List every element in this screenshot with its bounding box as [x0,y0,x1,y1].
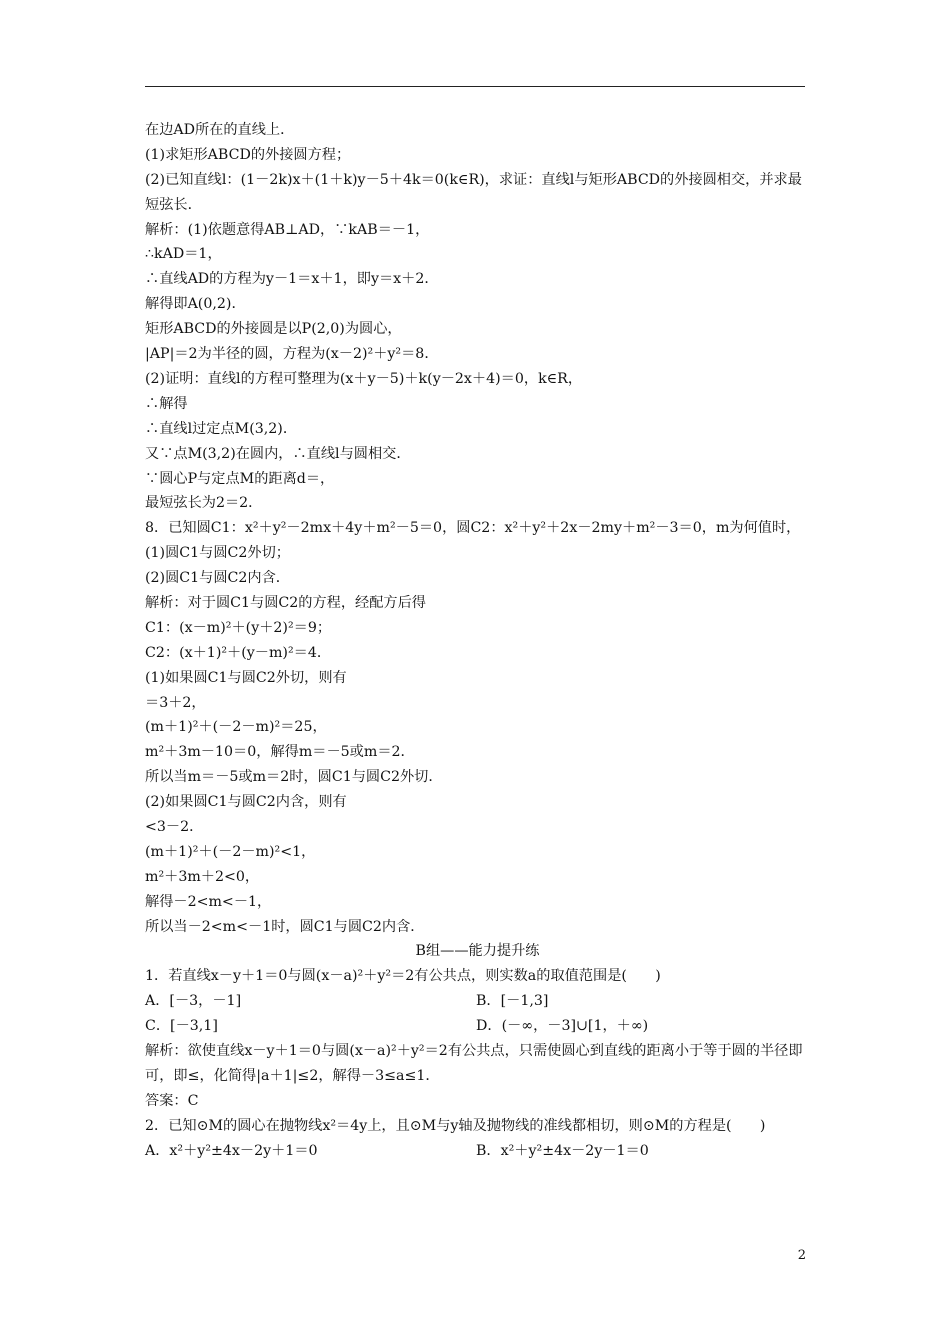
option-b: B．x²＋y²±4x－2y－1＝0 [476,1142,649,1159]
text-line: (1)圆C1与圆C2外切； [145,545,290,562]
text-line: 所以当m＝－5或m＝2时，圆C1与圆C2外切． [145,769,443,786]
text-line: 又∵点M(3,2)在圆内，∴直线l与圆相交． [145,445,411,462]
option-d: D．(－∞，－3]∪[1，＋∞) [476,1018,649,1035]
header-rule [145,86,805,87]
text-line: ∴解得 [145,395,188,412]
option-c: C．[－3,1] [145,1018,218,1035]
question-1-options-row-2 [145,1014,810,1039]
option-a: A．[－3，－1] [145,993,242,1010]
text-line: (2)圆C1与圆C2内含． [145,570,290,587]
question-2-stem: 2．已知⊙M的圆心在抛物线x²＝4y上，且⊙M与y轴及抛物线的准线都相切，则⊙M的方程是( ) [145,1117,766,1134]
question-1-analysis: 解析：欲使直线x－y＋1＝0与圆(x－a)²＋y²＝2有公共点，只需使圆心到直线的距离小于等于圆的半径即可，即≤，化简得|a＋1|≤2，解得－3≤a≤1． [145,1042,803,1084]
option-a: A．x²＋y²±4x－2y＋1＝0 [145,1142,318,1159]
text-line: |AP|＝2为半径的圆，方程为(x－2)²＋y²＝8． [145,346,439,363]
text-line: (1)如果圆C1与圆C2外切，则有 [145,669,347,686]
question-1-stem: 1．若直线x－y＋1＝0与圆(x－a)²＋y²＝2有公共点，则实数a的取值范围是( ) [145,968,661,985]
text-line: 所以当－2<m<－1时，圆C1与圆C2内含． [145,918,425,935]
text-line: (2)已知直线l：(1－2k)x＋(1＋k)y－5＋4k＝0(k∈R)，求证：直线l与矩形ABCD的外接圆相交，并求最短弦长． [145,171,802,213]
text-line: ∴直线l过定点M(3,2)． [145,420,298,437]
question-1-answer: 答案：C [145,1092,199,1109]
text-line: m²＋3m＋2<0， [145,868,260,885]
page-body [145,118,810,1163]
text-line: C1：(x－m)²＋(y＋2)²＝9； [145,619,332,636]
text-line: (1)求矩形ABCD的外接圆方程； [145,146,351,163]
section-b-title: B组——能力提升练 [415,943,540,960]
text-line: (m＋1)²＋(－2－m)²<1， [145,843,316,860]
text-line: (2)如果圆C1与圆C2内含，则有 [145,794,347,811]
text-line: <3－2． [145,818,204,835]
text-line: (2)证明：直线l的方程可整理为(x＋y－5)＋k(y－2x＋4)＝0，k∈R， [145,370,583,387]
text-line: 解析：对于圆C1与圆C2的方程，经配方后得 [145,594,426,611]
text-line: 解得－2<m<－1， [145,893,272,910]
question-8-stem: 8．已知圆C1：x²＋y²－2mx＋4y＋m²－5＝0，圆C2：x²＋y²＋2x－2my＋m²－3＝0，m为何值时， [145,520,801,537]
text-line: (m＋1)²＋(－2－m)²＝25， [145,719,327,736]
text-line: 解析：(1)依题意得AB⊥AD，∵kAB＝－1， [145,221,430,238]
text-line: ∴kAD＝1， [145,246,222,263]
option-b: B．[－1,3] [476,993,549,1010]
text-line: ＝3＋2， [145,694,206,711]
text-line: 矩形ABCD的外接圆是以P(2,0)为圆心， [145,321,402,338]
page-number: 2 [797,1248,806,1263]
question-2-options-row-1 [145,1139,810,1164]
text-line: 最短弦长为2＝2． [145,495,263,512]
text-line: ∵圆心P与定点M的距离d＝， [145,470,335,487]
text-line: 在边AD所在的直线上． [145,122,295,138]
text-line: m²＋3m－10＝0，解得m＝－5或m＝2． [145,744,415,761]
text-line: C2：(x＋1)²＋(y－m)²＝4． [145,644,332,661]
text-line: ∴直线AD的方程为y－1＝x＋1，即y＝x＋2． [145,271,439,288]
question-1-options-row-1 [145,989,810,1014]
text-line: 解得即A(0,2)． [145,296,246,313]
